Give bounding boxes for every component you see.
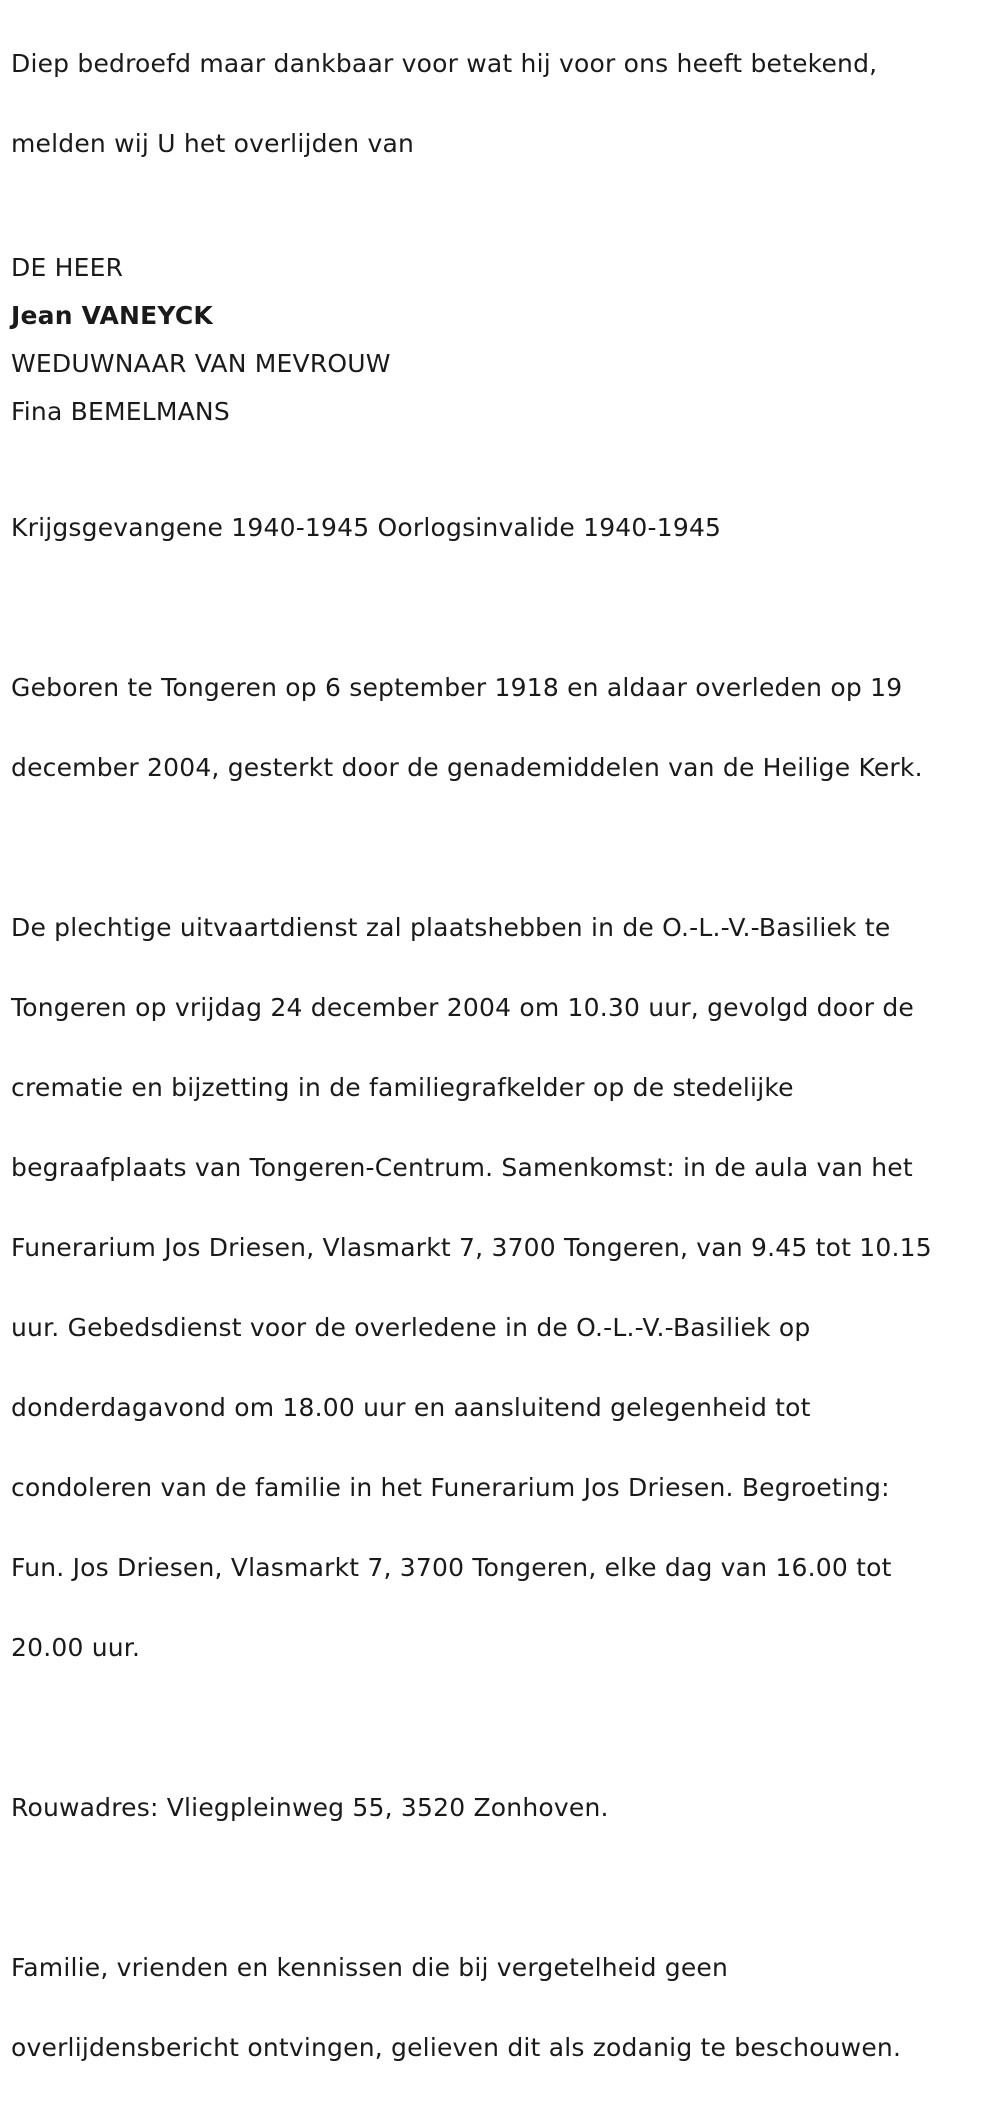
funeral-line: uur. Gebedsdienst voor de overledene in de O.-L.-V.-Basiliek op [11,1313,811,1342]
honorific-title: DE HEER [11,253,124,282]
birth-death-paragraph [11,628,1000,828]
spouse-label: WEDUWNAAR VAN MEVROUW [11,349,391,378]
intro-line: Diep bedroefd maar dankbaar voor wat hij voor ons heeft betekend, [11,49,878,78]
funeral-line: crematie en bijzetting in de familiegrafkelder op de stedelijke [11,1073,794,1102]
funeral-line: donderdagavond om 18.00 uur en aansluitend gelegenheid tot [11,1393,811,1422]
birth-death-line: Geboren te Tongeren op 6 september 1918 en aldaar overleden op 19 [11,673,903,702]
funeral-line: begraafplaats van Tongeren-Centrum. Samenkomst: in de aula van het [11,1153,913,1182]
deceased-name: Jean VANEYCK [11,301,213,330]
intro-line: melden wij U het overlijden van [11,129,415,158]
funeral-line: condoleren van de familie in het Funerarium Jos Driesen. Begroeting: [11,1473,890,1502]
funeral-line: 20.00 uur. [11,1633,141,1662]
address-paragraph [11,1748,1000,1868]
funeral-line: Funerarium Jos Driesen, Vlasmarkt 7, 3700 Tongeren, van 9.45 tot 10.15 [11,1233,932,1262]
honors-line: Krijgsgevangene 1940-1945 Oorlogsinvalide 1940-1945 [11,513,722,542]
funeral-line: Tongeren op vrijdag 24 december 2004 om 10.30 uur, gevolgd door de [11,993,915,1022]
birth-death-line: december 2004, gesterkt door de genademiddelen van de Heilige Kerk. [11,753,923,782]
closing-line: Familie, vrienden en kennissen die bij vergetelheid geen [11,1953,729,1982]
closing-line: overlijdensbericht ontvingen, gelieven dit als zodanig te beschouwen. [11,2033,902,2062]
funeral-paragraph [11,868,1000,1708]
deceased-block [11,244,1000,436]
address-line: Rouwadres: Vliegpleinweg 55, 3520 Zonhoven. [11,1793,609,1822]
funeral-line: Fun. Jos Driesen, Vlasmarkt 7, 3700 Tongeren, elke dag van 16.00 tot [11,1553,892,1582]
funeral-line: De plechtige uitvaartdienst zal plaatshebben in de O.-L.-V.-Basiliek te [11,913,891,942]
spouse-name: Fina BEMELMANS [11,397,230,426]
intro-paragraph [11,4,1000,204]
closing-paragraph [11,1908,1000,2108]
honors-paragraph [11,468,1000,588]
